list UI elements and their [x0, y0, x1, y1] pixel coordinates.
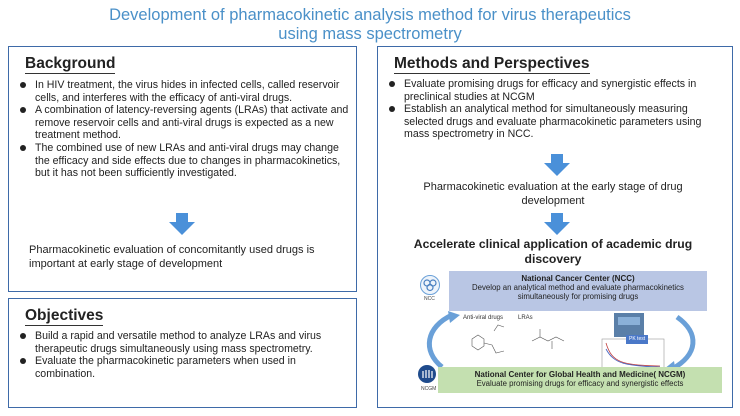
- down-arrow-icon: [544, 154, 570, 176]
- list-item: In HIV treatment, the virus hides in infected cells, called reservoir cells, and interferes with the efficacy of anti-viral drugs.: [9, 79, 356, 104]
- list-item: Evaluate promising drugs for efficacy and synergistic effects in preclinical studies at NCGM: [378, 78, 732, 103]
- ncc-desc: Develop an analytical method and evaluate pharmacokinetics simultaneously for promising drugs: [472, 283, 684, 301]
- down-arrow-icon: [169, 213, 195, 235]
- methods-panel: [377, 46, 733, 408]
- lras-label: LRAs: [518, 315, 533, 321]
- ncc-name: National Cancer Center (NCC): [521, 274, 635, 283]
- methods-bullets: [378, 78, 732, 141]
- title-line2: using mass spectrometry: [278, 25, 462, 43]
- ncc-logo-icon: [420, 275, 440, 295]
- ncgm-desc: Evaluate promising drugs for efficacy and synergistic effects: [476, 379, 684, 388]
- page-title: [0, 6, 740, 44]
- ncgm-box: [438, 367, 722, 393]
- methods-step: Pharmacokinetic evaluation at the early stage of drug development: [423, 181, 683, 207]
- objectives-panel: [8, 298, 357, 408]
- ncgm-logo-label: NCGM: [421, 386, 437, 392]
- list-item: A combination of latency-reversing agents (LRAs) that activate and remove reservoir cells and anti-viral drugs is expected as a new treatment method.: [9, 104, 356, 142]
- objectives-heading: Objectives: [25, 307, 104, 324]
- ncgm-logo-icon: [418, 365, 436, 383]
- methods-heading: Methods and Perspectives: [394, 55, 590, 72]
- background-panel: [8, 46, 357, 292]
- title-line1: Development of pharmacokinetic analysis method for virus therapeutics: [109, 6, 631, 24]
- down-arrow-icon: [544, 213, 570, 235]
- methods-goal: Accelerate clinical application of academic drug discovery: [413, 237, 693, 266]
- background-conclusion: Pharmacokinetic evaluation of concomitantly used drugs is important at early stage of development: [29, 244, 315, 270]
- ncc-box: [449, 271, 707, 311]
- background-bullets: [9, 79, 356, 180]
- cycle-illustration: [402, 311, 712, 373]
- list-item: Establish an analytical method for simultaneously measuring selected drugs and evaluate pharmacokinetic parameters using mass spectrometry in NCC.: [378, 103, 732, 141]
- objectives-bullets: [9, 330, 356, 380]
- background-heading: Background: [25, 55, 116, 72]
- ncc-logo-label: NCC: [424, 296, 435, 302]
- list-item: The combined use of new LRAs and anti-viral drugs may change the efficacy and side effects due to changes in pharmacokinetics, but it has not been sufficiently investigated.: [9, 142, 356, 180]
- list-item: Build a rapid and versatile method to analyze LRAs and virus therapeutic drugs simultaneously using mass spectrometry.: [9, 330, 356, 355]
- pk-test-label: PK test: [629, 336, 646, 342]
- list-item: Evaluate the pharmacokinetic parameters when used in combination.: [9, 355, 356, 380]
- ncgm-name: National Center for Global Health and Medicine( NCGM): [474, 370, 686, 379]
- antiviral-label: Anti-viral drugs: [463, 315, 504, 321]
